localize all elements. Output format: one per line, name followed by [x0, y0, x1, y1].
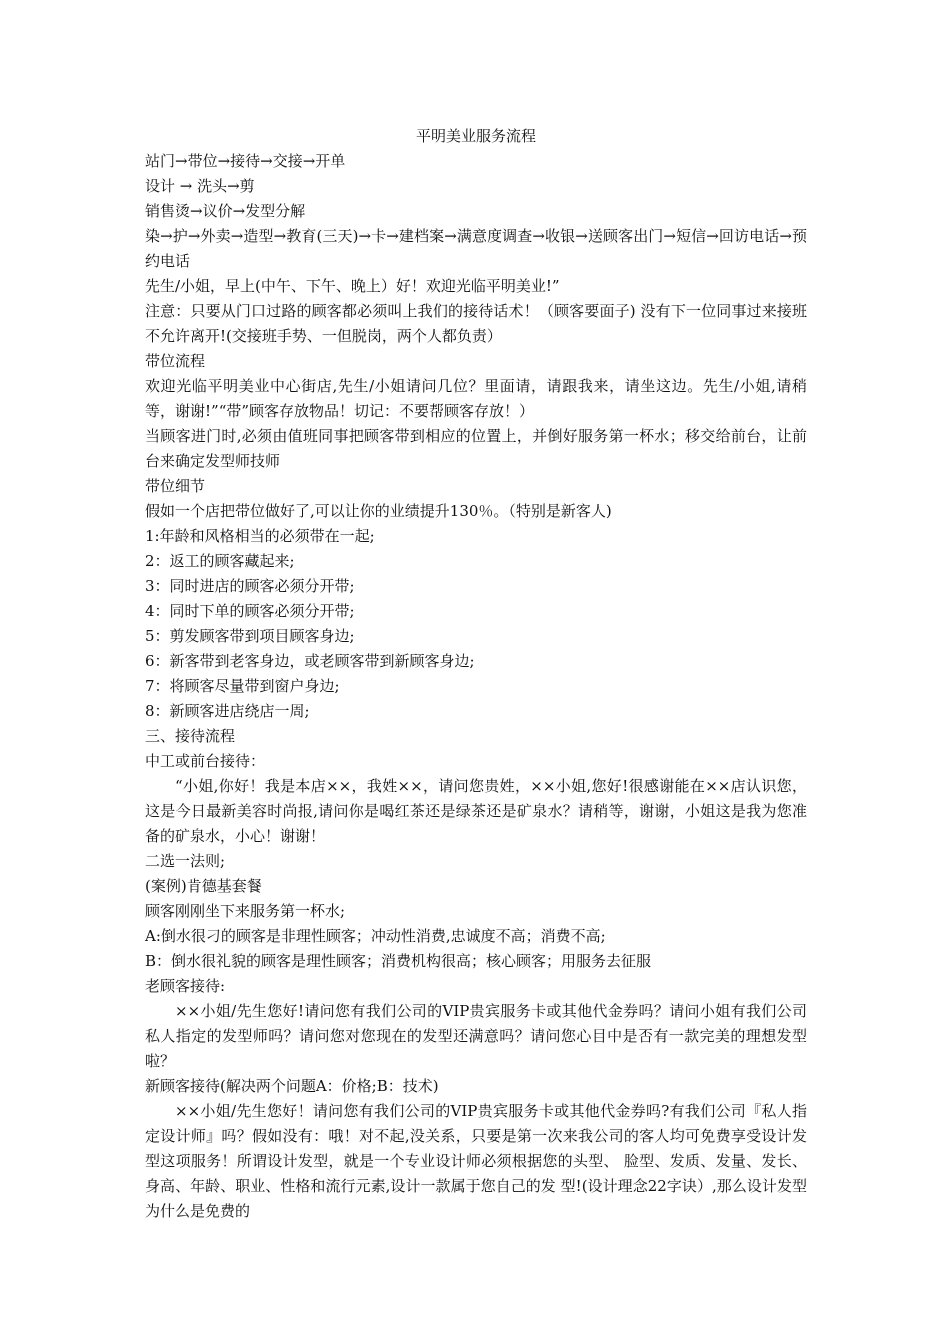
section-heading: 三、接待流程 [145, 727, 236, 745]
list-item: 1:年龄和风格相当的必须带在一起; [145, 527, 375, 545]
paragraph: 顾客刚刚坐下来服务第一杯水; [145, 902, 346, 920]
section-heading: 带位流程 [145, 352, 206, 370]
document-title: 平明美业服务流程 [415, 127, 536, 145]
paragraph: 当顾客进门时,必须由值班同事把顾客带到相应的位置上，并倒好服务第一杯水；移交给前台，让前台来确定发型师技师 [145, 427, 807, 470]
paragraph: ××小姐/先生您好!请问您有我们公司的VIP贵宾服务卡或其他代金券吗？请问小姐有我们公司私人指定的发型师吗？请问您对您现在的发型还满意吗？请问您心目中是否有一款完美的理想发型啦？ [145, 1002, 807, 1070]
list-item: 4：同时下单的顾客必须分开带; [145, 602, 355, 620]
paragraph: 中工或前台接待： [145, 752, 266, 770]
list-item: 3：同时进店的顾客必须分开带; [145, 577, 355, 595]
paragraph: 欢迎光临平明美业中心街店,先生/小姐请问几位？里面请，请跟我来，请坐这边。先生/小姐,请稍等，谢谢!”“带”顾客存放物品！切记：不要帮顾客存放！） [145, 377, 807, 420]
list-item: 7：将顾客尽量带到窗户身边; [145, 677, 340, 695]
list-item: 5：剪发顾客带到项目顾客身边; [145, 627, 355, 645]
paragraph: 假如一个店把带位做好了,可以让你的业绩提升130％。（特别是新客人) [145, 502, 612, 520]
list-item: 2：返工的顾客藏起来; [145, 552, 295, 570]
paragraph: (案例)肯德基套餐 [145, 877, 262, 895]
document-body [145, 124, 807, 1224]
paragraph: 二选一法则; [145, 852, 226, 870]
paragraph: 新顾客接待(解决两个问题A：价格;B：技术) [145, 1077, 439, 1095]
list-item: 6：新客带到老客身边，或老顾客带到新顾客身边; [145, 652, 475, 670]
paragraph: 老顾客接待: [145, 977, 226, 995]
paragraph: A:倒水很刁的顾客是非理性顾客；冲动性消费,忠诚度不高；消费不高; [145, 927, 606, 945]
list-item: 8：新顾客进店绕店一周; [145, 702, 310, 720]
paragraph: B：倒水很礼貌的顾客是理性顾客；消费机构很高；核心顾客；用服务去征服 [145, 952, 652, 970]
paragraph: 销售烫→议价→发型分解 [145, 202, 306, 220]
paragraph: ××小姐/先生您好！请问您有我们公司的VIP贵宾服务卡或其他代金券吗?有我们公司『私人指定设计师』吗？假如没有：哦！对不起,没关系，只要是第一次来我公司的客人均可免费享受设计发型这项服务！所谓设计发型，就是一个专业设计师必须根据您的头型、 脸型、发质、发量、发长、身高、年龄、职业、性格和流行元素,设计一款属于您自己的发 型!(设计理念22字诀）,那么设计发型为什么是免费的 [145, 1102, 807, 1220]
paragraph: 先生/小姐，早上(中午、下午、晚上）好！欢迎光临平明美业!” [145, 277, 560, 295]
paragraph: 注意：只要从门口过路的顾客都必须叫上我们的接待话术！（顾客要面子) 没有下一位同事过来接班不允许离开!(交接班手势、一但脱岗，两个人都负责） [145, 302, 807, 345]
paragraph: “小姐,你好！我是本店××，我姓××，请问您贵姓，××小姐,您好!很感谢能在××店认识您，这是今日最新美容时尚报,请问你是喝红茶还是绿茶还是矿泉水？请稍等，谢谢，小姐这是我为您准备的矿泉水，小心！谢谢！ [145, 777, 807, 845]
paragraph: 设计 → 洗头→剪 [145, 177, 255, 195]
paragraph: 站门→带位→接待→交接→开单 [145, 152, 346, 170]
paragraph: 染→护→外卖→造型→教育(三天)→卡→建档案→满意度调查→收银→送顾客出门→短信→回访电话→预约电话 [145, 227, 807, 270]
section-heading: 带位细节 [145, 477, 206, 495]
